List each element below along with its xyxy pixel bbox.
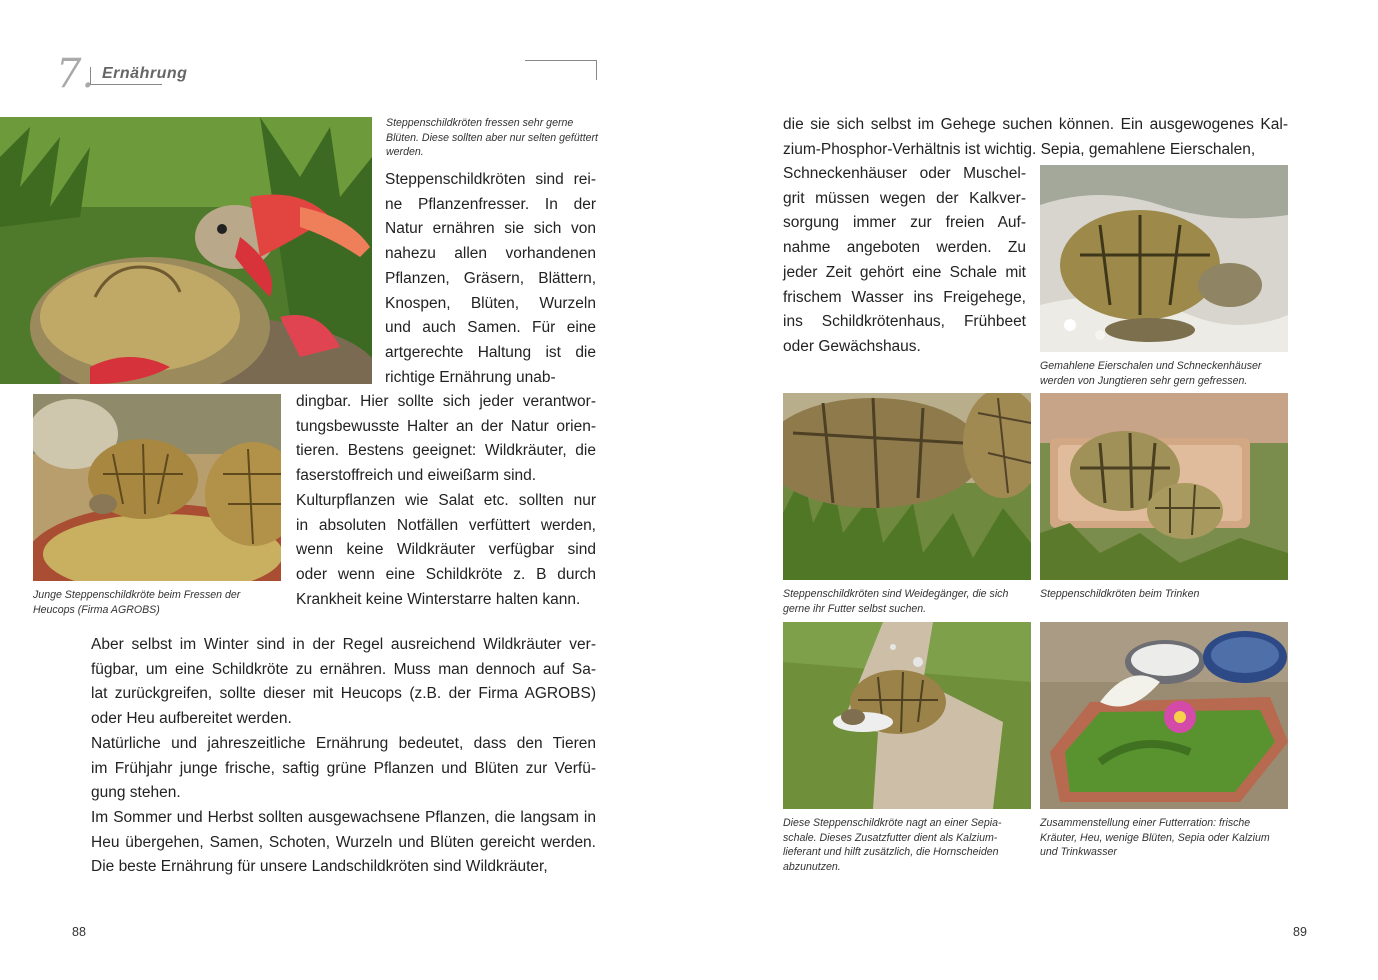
text-line: Steppenschildkröten sind rei- [385, 171, 596, 188]
text-line: oder wenn eine Schildkröte z. B durch [296, 565, 596, 583]
text-line: in absoluten Notfällen verfüttert werden, [296, 516, 596, 534]
text-line: wenn keine Wildkräuter verfügbar sind [296, 541, 596, 559]
photo-grazing [783, 393, 1031, 580]
page-number-right: 89 [1293, 925, 1307, 939]
text-line: sorgung immer zur freien Auf- [783, 214, 1026, 232]
text-line: Natürliche und jahreszeitliche Ernährung bedeutet, dass den Tieren [91, 734, 596, 752]
text-line: Kulturpflanzen wie Salat etc. sollten nur [296, 491, 596, 509]
text-line: Heu übergehen, Samen, Schoten, Wurzeln und Blüten gereicht werden. [91, 833, 596, 851]
text-line: dingbar. Hier sollte sich jeder verantwor- [296, 393, 596, 410]
text-line: jeder Zeit gehört eine Schale mit [783, 263, 1026, 281]
caption-eggshell: Gemahlene Eierschalen und Schneckenhäuser werden von Jungtieren sehr gern gefressen. [1040, 360, 1262, 387]
text-line: nahezu allen vorhandenen [385, 245, 596, 263]
text-line: nahme angeboten werden. Zu [783, 239, 1026, 257]
text-line: im Frühjahr junge frische, saftig grüne Pflanzen und Blüten zur Verfü- [91, 759, 596, 777]
text-line: zium-Phosphor-Verhältnis ist wichtig. Sepia, gemahlene Eierschalen, [783, 140, 1256, 158]
caption-flower: Steppenschildkröten fressen sehr gerne Blüten. Diese sollten aber nur selten gefüttert werden. [386, 117, 598, 158]
text-line: tungsbewusste Halter an der Natur orien- [296, 417, 596, 435]
photo-eggshell-tortoise [1040, 165, 1288, 352]
text-line: Die beste Ernährung für unsere Landschildkröten sind Wildkräuter, [91, 858, 548, 876]
text-line: gung stehen. [91, 784, 181, 802]
text-line: tieren. Bestens geeignet: Wildkräuter, die [296, 442, 596, 460]
text-line: fügbar, um eine Schildkröte zu ernähren. Muss man dennoch auf Sa- [91, 660, 596, 678]
text-line: die sie sich selbst im Gehege suchen können. Ein ausgewogenes Kal- [783, 116, 1288, 133]
text-line: richtige Ernährung unab- [385, 368, 556, 386]
photo-sepia [783, 622, 1031, 809]
text-line: Im Sommer und Herbst sollten ausgewachsene Pflanzen, die langsam in [91, 808, 596, 826]
text-line: Natur ernähren sie sich von [385, 220, 596, 238]
text-line: Aber selbst im Winter sind in der Regel ausreichend Wildkräuter ver- [91, 636, 596, 653]
caption-grazing: Steppenschildkröten sind Weidegänger, die sich gerne ihr Futter selbst suchen. [783, 588, 1009, 615]
caption-ration: Zusammenstellung einer Futterration: frische Kräuter, Heu, wenige Blüten, Sepia oder Kalzium und Trinkwasser [1040, 817, 1270, 858]
photo-drinking [1040, 393, 1288, 580]
chapter-number: 7. [56, 51, 95, 97]
text-line: ne Pflanzenfresser. In der [385, 195, 596, 213]
text-line: und auch Samen. Für eine [385, 319, 596, 337]
right-body-full [783, 113, 1288, 162]
photo-young-tortoise-heucops [33, 394, 281, 581]
caption-sepia: Diese Steppenschildkröte nagt an einer Sepia-schale. Dieses Zusatzfutter dient als Kalzium-lieferant und hilft zusätzlich, die Hornscheiden abzunutzen. [783, 817, 1002, 873]
text-line: Krankheit keine Winterstarre halten kann. [296, 590, 581, 608]
text-line: Knospen, Blüten, Wurzeln [385, 294, 596, 312]
page-number-left: 88 [72, 925, 86, 939]
photo-food-ration [1040, 622, 1288, 809]
text-line: ins Schildkrötenhaus, Frühbeet [783, 313, 1026, 331]
chapter-title: Ernährung [102, 65, 188, 82]
text-line: frischem Wasser ins Freigehege, [783, 288, 1026, 306]
right-body-column [783, 162, 1026, 360]
text-line: Schneckenhäuser oder Muschel- [783, 165, 1026, 182]
body-column-left [385, 168, 596, 390]
body-column-mid [296, 390, 596, 612]
text-line: oder Gewächshaus. [783, 337, 921, 355]
text-line: faserstoffreich und eiweißarm sind. [296, 467, 537, 485]
body-full-width [91, 633, 596, 880]
corner-mark [525, 60, 597, 80]
text-line: oder Heu aufbereitet werden. [91, 710, 292, 728]
caption-drinking: Steppenschildkröten beim Trinken [1040, 588, 1200, 600]
photo-tortoise-eating-flower [0, 117, 372, 384]
text-line: artgerechte Haltung ist die [385, 343, 596, 361]
caption-heucops: Junge Steppenschildkröte beim Fressen der Heucops (Firma AGROBS) [33, 589, 241, 616]
text-line: grit müssen wegen der Kalkver- [783, 189, 1026, 207]
text-line: Pflanzen, Gräsern, Blättern, [385, 269, 596, 287]
text-line: lat zurückgreifen, sollte dieser mit Heucops (z.B. der Firma AGROBS) [91, 685, 596, 703]
